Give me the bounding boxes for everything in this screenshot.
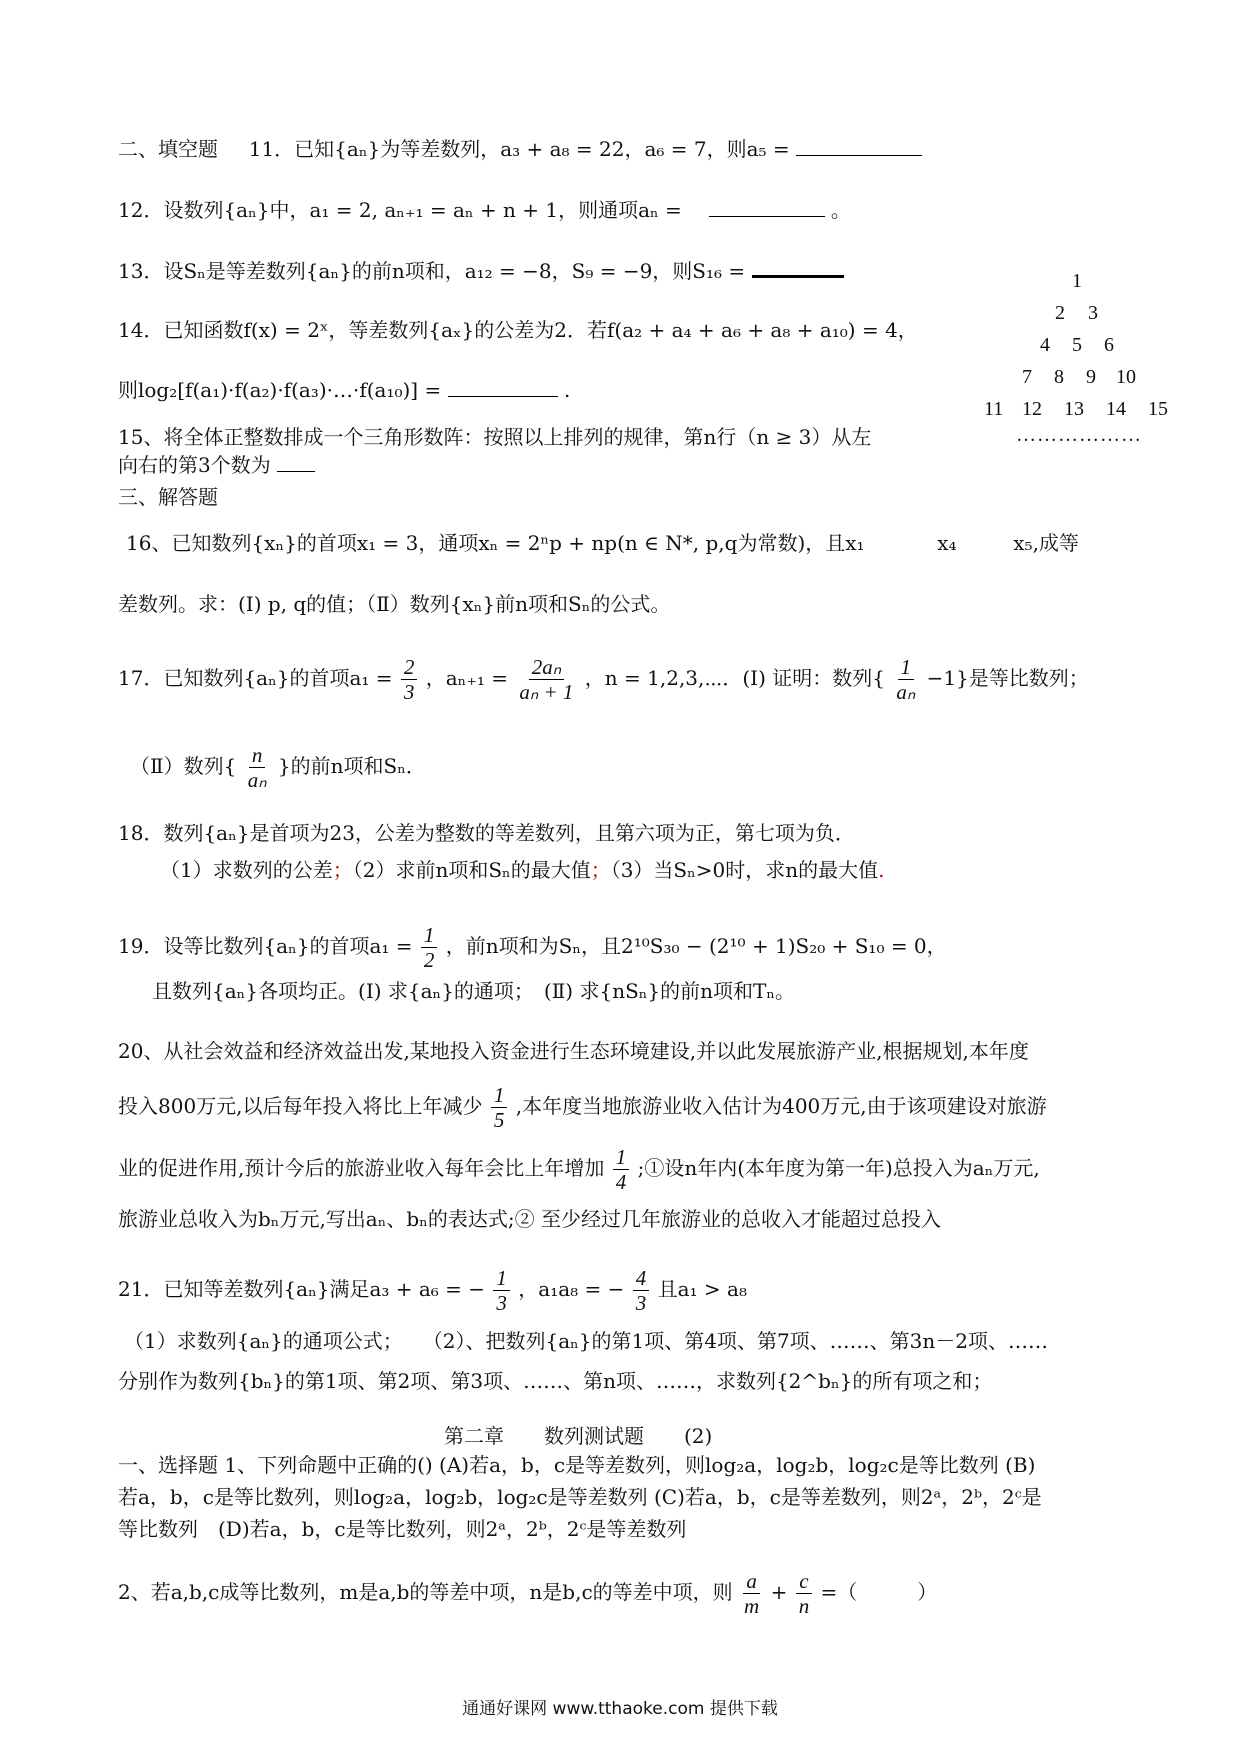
question-19-line-2 xyxy=(152,978,795,1004)
question-17-pre: 17．已知数列{aₙ}的首项a₁ = xyxy=(118,666,393,690)
triangle-cell: 14 xyxy=(1106,398,1126,420)
question-13 xyxy=(118,257,844,284)
triangle-cell: 4 xyxy=(1040,334,1050,356)
test2-question-1-text-1: 一、选择题 1、下列命题中正确的() (A)若a，b，c是等差数列，则log₂a，log₂b，log₂c是等比数列 (B) xyxy=(118,1453,1036,1477)
question-17-line2-pre: （Ⅱ）数列{ xyxy=(130,754,237,778)
fraction xyxy=(493,1266,510,1315)
page-footer: 通通好课网 www.tthaoke.com 提供下载 xyxy=(462,1699,778,1719)
triangle-cell: 8 xyxy=(1054,366,1064,388)
fraction-numerator: 1 xyxy=(421,923,438,948)
question-21-line-1 xyxy=(118,1260,747,1318)
question-21-line-3 xyxy=(118,1368,992,1394)
question-20-text-1: 20、从社会效益和经济效益出发,某地投入资金进行生态环境建设,并以此发展旅游产业,根据规划,本年度 xyxy=(118,1039,1029,1063)
triangle-cell: 9 xyxy=(1086,366,1096,388)
question-21-pre: 21．已知等差数列{aₙ}满足a₃ + a₆ = − xyxy=(118,1277,486,1301)
question-16-line-1 xyxy=(126,530,1079,556)
question-21-post: 且a₁ > a₈ xyxy=(657,1277,747,1301)
triangle-number-array xyxy=(980,270,1180,450)
test2-question-1-line-3 xyxy=(118,1516,686,1542)
section-label-answer xyxy=(118,484,218,510)
fraction-denominator: m xyxy=(744,1594,760,1618)
question-16-text-1: 16、已知数列{xₙ}的首项x₁ = 3，通项xₙ = 2ⁿp + np(n ∈ N*, p,q为常数)，且x₁ xyxy=(126,531,865,555)
question-15-text-1: 15、将全体正整数排成一个三角形数阵：按照以上排列的规律，第n行（n ≥ 3）从左 xyxy=(118,425,872,449)
question-20-line3-pre: 业的促进作用,预计今后的旅游业收入每年会比上年增加 xyxy=(118,1156,605,1180)
question-21-line-2 xyxy=(124,1328,1048,1354)
question-17-line2-post: }的前n项和Sₙ． xyxy=(277,754,426,778)
fraction-numerator: c xyxy=(796,1569,811,1594)
answer-blank-15[interactable] xyxy=(277,453,315,472)
fraction-numerator: a xyxy=(743,1569,760,1594)
fraction-denominator: 3 xyxy=(403,680,415,704)
fraction xyxy=(796,1569,813,1618)
fraction-denominator: aₙ xyxy=(896,680,916,704)
question-14-tail: . xyxy=(563,378,571,402)
question-16-text-2: 差数列。求：(Ⅰ) p, q的值；（Ⅱ）数列{xₙ}前n项和Sₙ的公式。 xyxy=(118,592,671,616)
triangle-cell: 13 xyxy=(1064,398,1084,420)
triangle-cell: 7 xyxy=(1022,366,1032,388)
question-19-pre: 19．设等比数列{aₙ}的首项a₁ = xyxy=(118,934,413,958)
triangle-ellipsis: ……………… xyxy=(1016,424,1142,446)
question-21-text-2: （1）求数列{aₙ}的通项公式； （2）、把数列{aₙ}的第1项、第4项、第7项、……、第3n－2项、…… xyxy=(124,1329,1049,1353)
question-18-end: . xyxy=(878,858,885,882)
fraction xyxy=(516,655,576,704)
question-20-line-4 xyxy=(118,1206,941,1232)
triangle-cell: 2 xyxy=(1055,302,1065,324)
fraction xyxy=(741,1569,762,1618)
question-18-part-1: （1）求数列的公差 xyxy=(160,858,333,882)
fraction-numerator: 1 xyxy=(898,655,915,680)
fraction xyxy=(633,1266,650,1315)
fraction-numerator: 2aₙ xyxy=(529,655,564,680)
test2-question-1-line-1 xyxy=(118,1452,1035,1478)
question-17-mid2: ，n = 1,2,3,⋯．(Ⅰ) 证明：数列{ xyxy=(584,666,885,690)
answer-blank-11[interactable] xyxy=(796,137,922,156)
question-18-sep-1: ； xyxy=(332,858,353,882)
question-16-x5: x₅,成等 xyxy=(1013,531,1079,555)
question-19-text-2: 且数列{aₙ}各项均正。(Ⅰ) 求{aₙ}的通项； (Ⅱ) 求{nSₙ}的前n项和Tₙ。 xyxy=(152,979,796,1003)
question-17-line-2 xyxy=(130,736,426,796)
section-label-answer-text: 三、解答题 xyxy=(118,485,218,509)
question-20-line-2 xyxy=(118,1078,1047,1134)
fraction-numerator: 1 xyxy=(493,1266,510,1291)
fraction-denominator: 2 xyxy=(423,948,435,972)
fraction xyxy=(613,1145,630,1194)
question-17-mid: ，aₙ₊₁ = xyxy=(425,666,509,690)
test2-question-2-pre: 2、若a,b,c成等比数列，m是a,b的等差中项，n是b,c的等差中项，则 xyxy=(118,1580,733,1604)
test2-question-1-line-2 xyxy=(118,1484,1042,1510)
question-18-sep-2: ； xyxy=(590,858,611,882)
fraction-denominator: aₙ xyxy=(247,768,267,792)
triangle-cell: 10 xyxy=(1116,366,1136,388)
question-21-text-3: 分别作为数列{bₙ}的第1项、第2项、第3项、……、第n项、……，求数列{2^bₙ}的所有项之和； xyxy=(118,1369,993,1393)
question-18-line-2 xyxy=(160,857,885,883)
fraction-denominator: aₙ + 1 xyxy=(519,680,574,704)
test2-question-2-plus: + xyxy=(770,1580,788,1604)
fraction-numerator: 4 xyxy=(633,1266,650,1291)
question-15-line-2 xyxy=(118,452,315,478)
fraction xyxy=(491,1083,508,1132)
question-14-line-1 xyxy=(118,317,918,343)
question-20-line2-post: ,本年度当地旅游业收入估计为400万元,由于该项建设对旅游 xyxy=(515,1094,1047,1118)
fraction-denominator: 5 xyxy=(493,1108,505,1132)
question-14-line-2 xyxy=(118,377,570,403)
question-18-part-2: （2）求前n项和Sₙ的最大值 xyxy=(352,858,591,882)
question-20-line-1 xyxy=(118,1038,1029,1064)
fraction-numerator: n xyxy=(249,743,266,768)
fraction xyxy=(245,743,270,792)
triangle-cell: 6 xyxy=(1104,334,1114,356)
fraction-numerator: 1 xyxy=(491,1083,508,1108)
question-13-text: 13．设Sₙ是等差数列{aₙ}的前n项和，a₁₂ = −8，S₉ = −9，则S₁₆ = xyxy=(118,259,746,283)
question-18-line-1 xyxy=(118,820,855,846)
fraction-denominator: 4 xyxy=(615,1170,627,1194)
question-20-text-4: 旅游业总收入为bₙ万元,写出aₙ、bₙ的表达式;② 至少经过几年旅游业的总收入才能超过总投入 xyxy=(118,1207,941,1231)
question-19-post: ，前n项和为Sₙ，且2¹⁰S₃₀ − (2¹⁰ + 1)S₂₀ + S₁₀ = 0， xyxy=(445,934,947,958)
section-label-fill-in: 二、填空题 xyxy=(118,137,218,161)
question-17-post: −1}是等比数列； xyxy=(926,666,1089,690)
question-14-text-2: 则log₂[f(a₁)·f(a₂)·f(a₃)·…·f(a₁₀)] = xyxy=(118,378,442,402)
triangle-cell: 12 xyxy=(1022,398,1042,420)
question-18-part-3: （3）当Sₙ>0时，求n的最大值 xyxy=(610,858,879,882)
question-17-line-1 xyxy=(118,648,1089,708)
answer-blank-12[interactable] xyxy=(709,198,825,217)
question-20-line3-post: ;①设n年内(本年度为第一年)总投入为aₙ万元, xyxy=(637,1156,1040,1180)
question-16-line-2 xyxy=(118,591,670,617)
triangle-cell: 5 xyxy=(1072,334,1082,356)
question-19-line-1 xyxy=(118,916,947,976)
fraction xyxy=(401,655,418,704)
fraction-denominator: 3 xyxy=(635,1291,647,1315)
question-12-tail: 。 xyxy=(830,198,851,222)
question-18-text-1: 18．数列{aₙ}是首项为23，公差为整数的等差数列，且第六项为正，第七项为负． xyxy=(118,821,855,845)
fraction xyxy=(893,655,918,704)
fraction-numerator: 2 xyxy=(401,655,418,680)
triangle-cell: 1 xyxy=(1072,270,1082,292)
question-11 xyxy=(118,136,922,162)
triangle-cell: 11 xyxy=(984,398,1004,420)
question-16-x4: x₄ xyxy=(937,531,957,555)
fraction-numerator: 1 xyxy=(613,1145,630,1170)
test2-question-2 xyxy=(118,1562,937,1622)
answer-blank-14[interactable] xyxy=(448,378,558,397)
question-15-text-2: 向右的第3个数为 xyxy=(118,453,271,477)
test2-question-1-text-3: 等比数列 (D)若a，b，c是等比数列，则2ᵃ，2ᵇ，2ᶜ是等差数列 xyxy=(118,1517,687,1541)
fraction-denominator: n xyxy=(798,1594,810,1618)
question-20-line-3 xyxy=(118,1140,1040,1196)
question-21-mid: ，a₁a₈ = − xyxy=(518,1277,625,1301)
triangle-cell: 15 xyxy=(1148,398,1168,420)
triangle-cell: 3 xyxy=(1088,302,1098,324)
answer-blank-13[interactable] xyxy=(752,257,844,278)
test2-question-2-post: =（ ） xyxy=(820,1580,938,1604)
question-12-text: 12．设数列{aₙ}中，a₁ = 2, aₙ₊₁ = aₙ + n + 1，则通项aₙ = xyxy=(118,198,682,222)
question-14-text-1: 14．已知函数f(x) = 2ˣ，等差数列{aₓ}的公差为2．若f(a₂ + a₄ + a₆ + a₈ + a₁₀) = 4， xyxy=(118,318,918,342)
question-11-text: 11．已知{aₙ}为等差数列，a₃ + a₈ = 22，a₆ = 7，则a₅ = xyxy=(248,137,790,161)
test2-question-1-text-2: 若a，b，c是等比数列，则log₂a，log₂b，log₂c是等差数列 (C)若a，b，c是等差数列，则2ᵃ，2ᵇ，2ᶜ是 xyxy=(118,1485,1042,1509)
fraction xyxy=(421,923,438,972)
test-title: 第二章 数列测试题 (2) xyxy=(444,1424,713,1448)
question-12 xyxy=(118,197,851,223)
question-20-line2-pre: 投入800万元,以后每年投入将比上年减少 xyxy=(118,1094,483,1118)
question-15-line-1 xyxy=(118,424,871,450)
fraction-denominator: 3 xyxy=(496,1291,507,1315)
